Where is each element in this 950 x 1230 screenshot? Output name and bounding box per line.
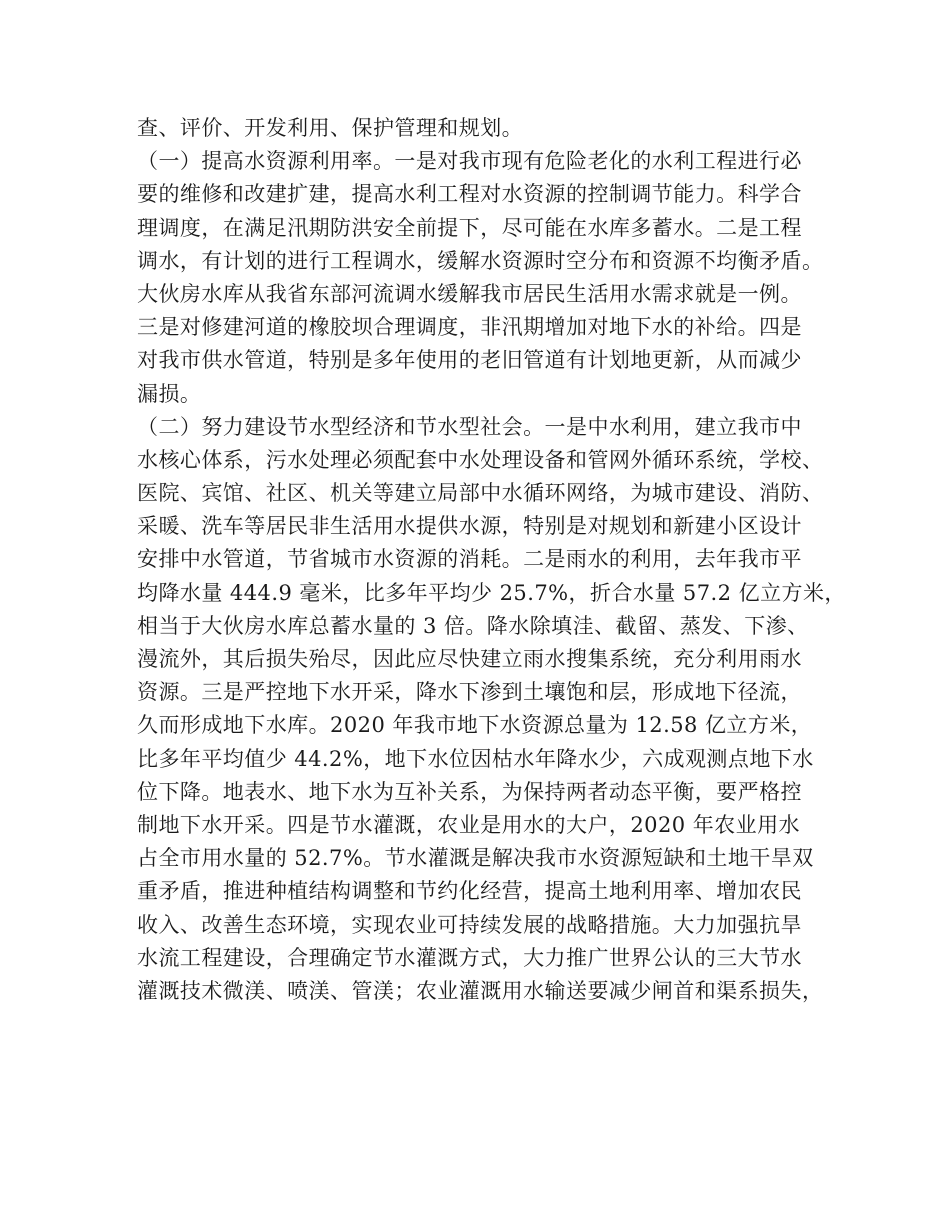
- text-line: 相当于大伙房水库总蓄水量的 3 倍。降水除填洼、截留、蒸发、下渗、: [137, 613, 809, 638]
- text-line: 漏损。: [137, 381, 202, 406]
- text-line: 位下降。地表水、地下水为互补关系，为保持两者动态平衡，要严格控: [137, 779, 802, 804]
- text-line: 三是对修建河道的橡胶坝合理调度，非汛期增加对地下水的补给。四是: [137, 315, 802, 340]
- text-line: 灌溉技术微渼、喷渼、管渼；农业灌溉用水输送要减少闸首和渠系损失，: [137, 978, 824, 1003]
- text-line: 采暖、洗车等居民非生活用水提供水源，特别是对规划和新建小区设计: [137, 514, 802, 539]
- text-line: 比多年平均值少 44.2%，地下水位因枯水年降水少，六成观测点地下水: [137, 746, 814, 771]
- text-line: 查、评价、开发利用、保护管理和规划。: [137, 116, 524, 140]
- text-line: 久而形成地下水库。2020 年我市地下水资源总量为 12.58 亿立方米，: [137, 713, 813, 738]
- text-line: （一）提高水资源利用率。一是对我市现有危险老化的水利工程进行必: [137, 149, 802, 174]
- text-line: 医院、宾馆、社区、机关等建立局部中水循环网络，为城市建设、消防、: [137, 481, 824, 506]
- text-line: 大伙房水库从我省东部河流调水缓解我市居民生活用水需求就是一例。: [137, 281, 802, 306]
- text-line: （二）努力建设节水型经济和节水型社会。一是中水利用，建立我市中: [137, 414, 802, 439]
- text-line: 对我市供水管道，特别是多年使用的老旧管道有计划地更新，从而减少: [137, 348, 802, 373]
- text-line: 制地下水开采。四是节水灌溉，农业是用水的大户，2020 年农业用水: [137, 812, 800, 837]
- text-line: 漫流外，其后损失殆尽，因此应尽快建立雨水搜集系统，充分利用雨水: [137, 647, 802, 671]
- text-line: 理调度，在满足汛期防洪安全前提下，尽可能在水库多蓄水。二是工程: [137, 215, 802, 240]
- text-line: 安排中水管道，节省城市水资源的消耗。二是雨水的利用，去年我市平: [137, 547, 802, 572]
- text-line: 占全市用水量的 52.7%。节水灌溉是解决我市水资源短缺和土地干旱双: [137, 846, 814, 871]
- text-line: 重矛盾，推进种植结构调整和节约化经营，提高土地利用率、增加农民: [137, 879, 802, 904]
- text-line: 要的维修和改建扩建，提高水利工程对水资源的控制调节能力。科学合: [137, 182, 802, 207]
- text-line: 收入、改善生态环境，实现农业可持续发展的战略措施。大力加强抗旱: [137, 912, 802, 937]
- text-line: 资源。三是严控地下水开采，降水下渗到土壤饱和层，形成地下径流，: [137, 680, 802, 705]
- text-line: 均降水量 444.9 毫米，比多年平均少 25.7%，折合水量 57.2 亿立方米，: [137, 580, 846, 605]
- body-text: [137, 112, 846, 1008]
- text-line: 水核心体系，污水处理必须配套中水处理设备和管网外循环系统，学校、: [137, 447, 824, 472]
- text-line: 调水，有计划的进行工程调水，缓解水资源时空分布和资源不均衡矛盾。: [137, 248, 824, 273]
- text-line: 水流工程建设，合理确定节水灌溉方式，大力推广世界公认的三大节水: [137, 945, 802, 970]
